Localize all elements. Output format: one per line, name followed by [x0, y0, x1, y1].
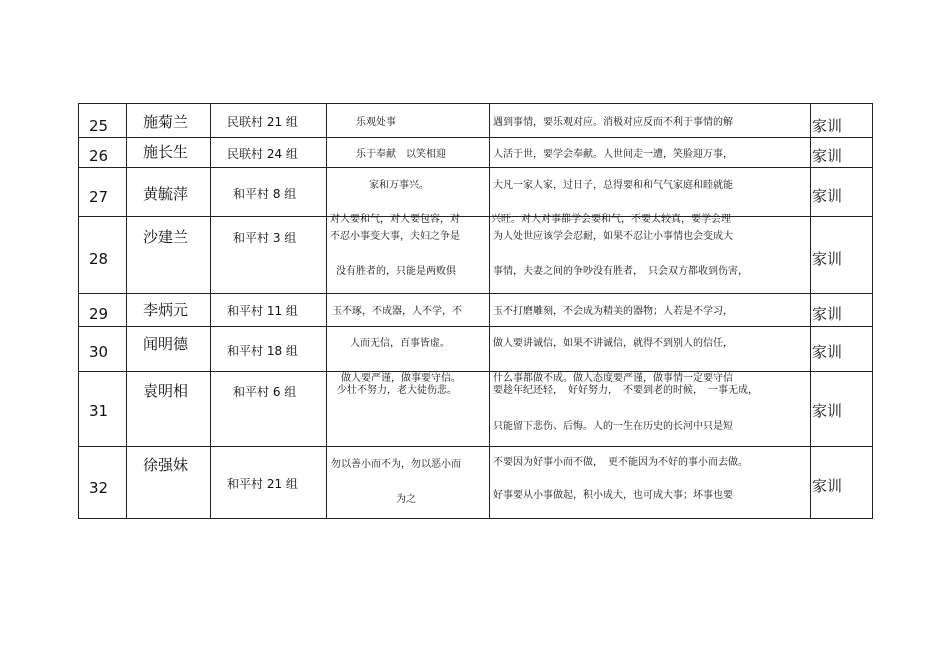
- motto-text: 为之: [396, 494, 416, 505]
- village-group: 和平村 8 组: [233, 187, 297, 201]
- village-group: 和平村 11 组: [227, 304, 298, 318]
- motto-text: 家和万事兴。: [369, 180, 429, 191]
- explanation-text: 为人处世应该学会忍耐，如果不忍让小事情也会变成大: [493, 231, 733, 242]
- family-motto-table: [78, 103, 873, 519]
- row-number: 29: [89, 305, 109, 323]
- person-name: 黄毓萍: [143, 185, 189, 203]
- explanation-text: 好事要从小事做起，积小成大，也可成大事；坏事也要: [493, 490, 733, 501]
- row-number: 30: [89, 343, 109, 361]
- explanation-text: 兴旺。对人对事都学会要和气，不要太较真，要学会理: [491, 214, 731, 225]
- village-group: 和平村 3 组: [233, 231, 297, 245]
- column-divider: [326, 104, 327, 518]
- village-group: 和平村 18 组: [227, 344, 298, 358]
- explanation-text: 做人要讲诚信，如果不讲诚信，就得不到别人的信任，: [493, 338, 733, 349]
- column-divider: [810, 104, 811, 518]
- person-name: 袁明相: [143, 382, 189, 400]
- explanation-text: 大凡一家人家，过日子，总得要和和气气家庭和睦就能: [493, 180, 733, 191]
- village-group: 和平村 21 组: [227, 477, 298, 491]
- explanation-text: 人活于世，要学会奉献。人世间走一遭，笑脸迎万事，: [493, 149, 733, 160]
- row-divider: [79, 371, 872, 372]
- column-divider: [126, 104, 127, 518]
- motto-text: 做人要严谨，做事要守信。: [341, 373, 461, 384]
- row-divider: [79, 167, 872, 168]
- category-label: 家训: [812, 343, 843, 361]
- category-label: 家训: [812, 117, 843, 135]
- category-label: 家训: [812, 305, 843, 323]
- row-number: 32: [89, 479, 109, 497]
- row-number: 31: [89, 402, 109, 420]
- row-divider: [79, 293, 872, 294]
- row-number: 26: [89, 147, 109, 165]
- person-name: 李炳元: [143, 301, 189, 319]
- row-divider: [79, 326, 872, 327]
- explanation-text: 不要因为好事小而不做， 更不能因为不好的事小而去做。: [493, 457, 748, 468]
- person-name: 闻明德: [143, 335, 189, 353]
- motto-text: 玉不琢，不成器，人不学，不: [332, 306, 462, 317]
- person-name: 徐强妹: [143, 456, 189, 474]
- category-label: 家训: [812, 147, 843, 165]
- explanation-text: 事情，夫妻之间的争吵没有胜者， 只会双方都收到伤害，: [493, 266, 748, 277]
- category-label: 家训: [812, 250, 843, 268]
- motto-text: 乐于奉献 以笑相迎: [356, 149, 446, 160]
- row-divider: [79, 446, 872, 447]
- motto-text: 不忍小事变大事，夫妇之争是: [330, 231, 460, 242]
- motto-text: 乐观处事: [356, 117, 396, 128]
- motto-text: 少壮不努力，老大徒伤悲。: [337, 385, 457, 396]
- motto-text: 没有胜者的，只能是两败俱: [336, 266, 456, 277]
- category-label: 家训: [812, 477, 843, 495]
- motto-text: 对人要和气，对人要包容，对: [330, 214, 460, 225]
- row-divider: [79, 137, 872, 138]
- category-label: 家训: [812, 402, 843, 420]
- person-name: 沙建兰: [143, 228, 189, 246]
- person-name: 施菊兰: [143, 113, 189, 131]
- column-divider: [210, 104, 211, 518]
- explanation-text: 遇到事情，要乐观对应。消极对应反而不利于事情的解: [493, 117, 733, 128]
- category-label: 家训: [812, 187, 843, 205]
- motto-text: 勿以善小而不为，勿以恶小而: [331, 459, 461, 470]
- village-group: 民联村 24 组: [227, 147, 298, 161]
- row-number: 27: [89, 188, 109, 206]
- person-name: 施长生: [143, 143, 189, 161]
- explanation-text: 只能留下悲伤、后悔。人的一生在历史的长河中只是短: [493, 421, 733, 432]
- motto-text: 人而无信，百事皆虚。: [350, 338, 450, 349]
- row-number: 25: [89, 117, 109, 135]
- explanation-text: 要趁年纪还轻， 好好努力， 不要到老的时候， 一事无成，: [493, 385, 758, 396]
- row-divider: [79, 216, 872, 217]
- row-number: 28: [89, 250, 109, 268]
- explanation-text: 什么事都做不成。做人态度要严谨，做事情一定要守信: [493, 373, 733, 384]
- column-divider: [489, 104, 490, 518]
- village-group: 和平村 6 组: [233, 385, 297, 399]
- explanation-text: 玉不打磨雕刻，不会成为精美的器物；人若是不学习，: [493, 306, 733, 317]
- village-group: 民联村 21 组: [227, 115, 298, 129]
